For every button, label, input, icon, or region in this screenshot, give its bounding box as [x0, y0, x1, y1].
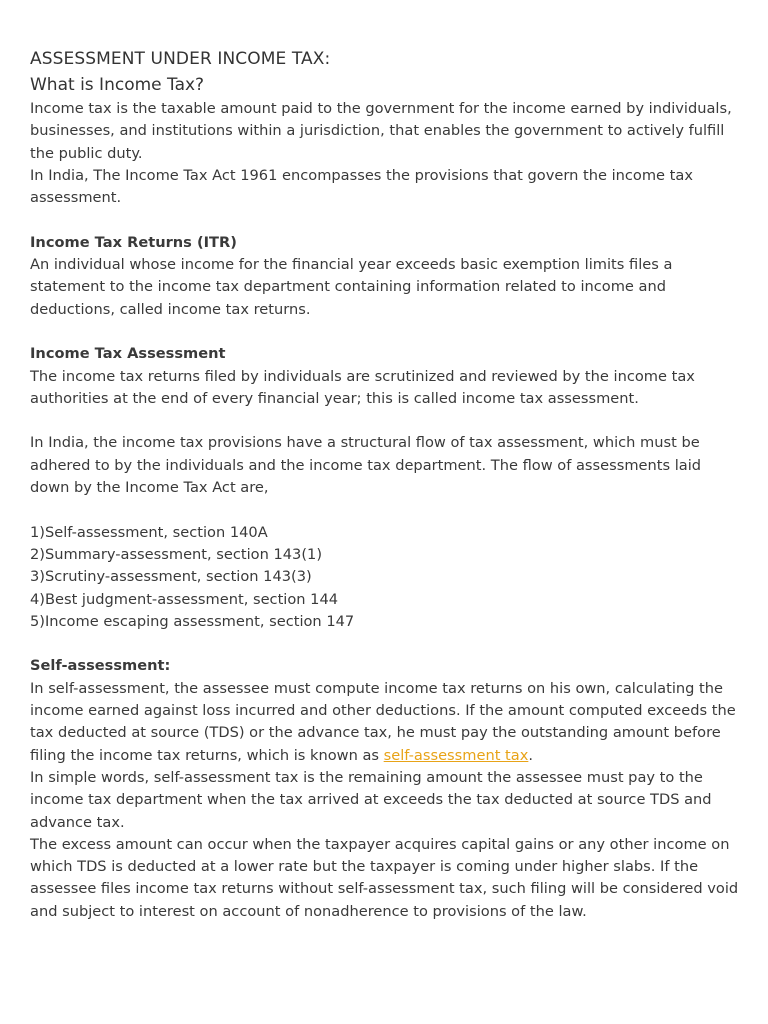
assessment-types-list	[30, 522, 742, 633]
intro-paragraph-1: Income tax is the taxable amount paid to the government for the income earned by individuals, businesses, and institutions within a jurisdiction, that enables the government to actively fulfill the public duty.	[30, 100, 732, 162]
sentence-end: .	[528, 746, 533, 764]
assessment-paragraph: The income tax returns filed by individuals are scrutinized and reviewed by the income tax authorities at the end of every financial year; this is called income tax assessment.	[30, 367, 695, 407]
heading-self-assessment: Self-assessment:	[30, 657, 171, 675]
spacer	[30, 209, 742, 231]
spacer	[30, 499, 742, 521]
list-item: 4)Best judgment-assessment, section 144	[30, 590, 339, 608]
self-assessment-paragraph-1	[30, 678, 742, 767]
self-assessment-paragraph-2: In simple words, self-assessment tax is the remaining amount the assessee must pay to the income tax department when the tax arrived at exceeds the tax deducted at source TDS and advance tax.	[30, 768, 712, 831]
itr-paragraph: An individual whose income for the financial year exceeds basic exemption limits files a statement to the income tax department containing information related to income and deductions, called income tax returns.	[30, 256, 673, 318]
list-item: 3)Scrutiny-assessment, section 143(3)	[30, 568, 312, 586]
self-assessment-tax-link[interactable]: self-assessment tax	[383, 746, 529, 764]
spacer	[30, 410, 742, 432]
heading-income-tax-returns: Income Tax Returns (ITR)	[30, 233, 237, 251]
spacer	[30, 633, 742, 655]
intro-paragraph-2: In India, The Income Tax Act 1961 encompasses the provisions that govern the income tax assessment.	[30, 166, 693, 207]
self-assessment-text: In self-assessment, the assessee must compute income tax returns on his own, calculating the income earned against loss incurred and other deductions. If the amount computed exceeds the tax deducted at source (TDS) or the advance tax, he must pay the outstanding amount before filing the income tax returns, which is known as	[30, 679, 736, 764]
spacer	[30, 321, 742, 343]
section-title-what-is-income-tax: What is Income Tax?	[30, 75, 205, 95]
self-assessment-paragraph-3: The excess amount can occur when the taxpayer acquires capital gains or any other income on which TDS is deducted at a lower rate but the taxpayer is coming under higher slabs. If the assessee files income tax returns without self-assessment tax, such filing will be considered void and subject to interest on account of nonadherence to provisions of the law.	[30, 835, 739, 920]
flow-intro-paragraph: In India, the income tax provisions have a structural flow of tax assessment, which must be adhered to by the individuals and the income tax department. The flow of assessments laid down by the Income Tax Act are,	[30, 434, 702, 497]
heading-income-tax-assessment: Income Tax Assessment	[30, 345, 226, 363]
list-item: 1)Self-assessment, section 140A	[30, 523, 268, 541]
list-item: 2)Summary-assessment, section 143(1)	[30, 545, 323, 563]
list-item: 5)Income escaping assessment, section 147	[30, 612, 355, 630]
page-title: ASSESSMENT UNDER INCOME TAX:	[30, 49, 331, 69]
